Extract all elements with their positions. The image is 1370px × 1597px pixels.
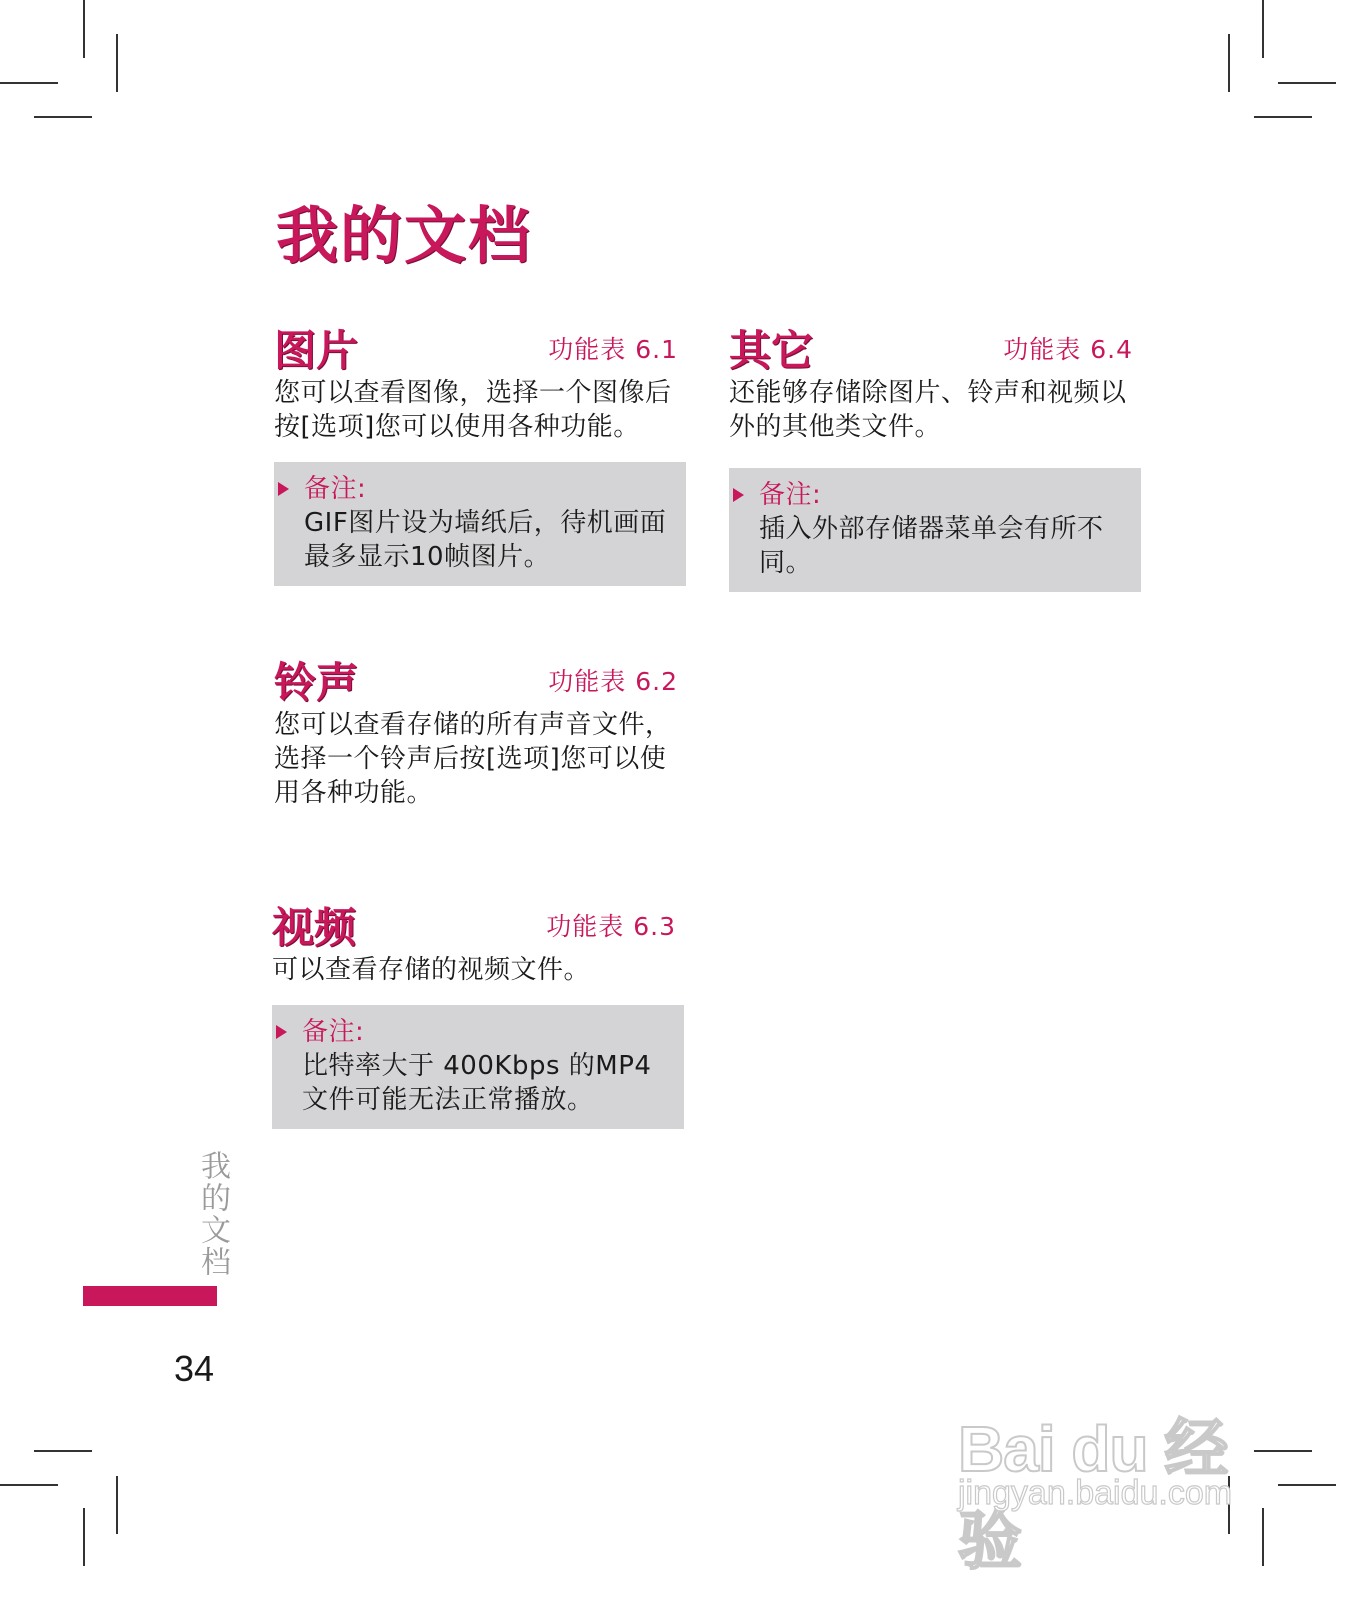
section-header [274, 318, 686, 375]
crop-mark [0, 82, 58, 84]
note-text: 比特率大于 400Kbps 的MP4文件可能无法正常播放。 [302, 1051, 652, 1115]
section-title: 视频 [272, 903, 357, 952]
section-pictures [274, 318, 686, 586]
menu-reference: 功能表 6.4 [1003, 335, 1133, 364]
note-label: 备注: [302, 1017, 365, 1047]
crop-mark [116, 1476, 118, 1534]
page-title: 我的文档 [276, 199, 533, 272]
note-label: 备注: [304, 474, 367, 504]
section-videos [272, 895, 684, 1129]
note-label: 备注: [759, 480, 822, 510]
section-body: 您可以查看图像，选择一个图像后按[选项]您可以使用各种功能。 [274, 378, 672, 442]
menu-reference: 功能表 6.2 [548, 667, 678, 696]
section-title: 图片 [274, 326, 359, 375]
note-arrow-icon [733, 488, 744, 502]
crop-mark [0, 1484, 58, 1486]
watermark-logo: Bai du 经验 [958, 1413, 1228, 1577]
note-arrow-icon [278, 482, 289, 496]
crop-mark [34, 1450, 92, 1452]
menu-reference: 功能表 6.3 [546, 912, 676, 941]
note-box [272, 1005, 684, 1129]
crop-mark [34, 116, 92, 118]
crop-mark [1278, 1484, 1336, 1486]
note-text: 插入外部存储器菜单会有所不同。 [759, 514, 1104, 578]
note-box [274, 462, 686, 586]
section-header [272, 895, 684, 952]
crop-mark [1228, 34, 1230, 92]
section-header [274, 650, 686, 707]
watermark [952, 1370, 1272, 1577]
page-number: 34 [174, 1348, 215, 1389]
side-chapter-label: 我的文档 [195, 1150, 230, 1278]
crop-mark [116, 34, 118, 92]
section-body: 可以查看存储的视频文件。 [272, 955, 591, 985]
section-body: 您可以查看存储的所有声音文件，选择一个铃声后按[选项]您可以使用各种功能。 [274, 710, 672, 808]
section-header [729, 318, 1141, 375]
section-title: 铃声 [274, 658, 359, 707]
crop-mark [1262, 0, 1264, 58]
watermark-url: jingyan.baidu.com [958, 1474, 1233, 1512]
section-others [729, 318, 1141, 592]
note-box [729, 468, 1141, 592]
side-accent-bar [83, 1286, 217, 1306]
section-title: 其它 [729, 326, 814, 375]
crop-mark [83, 0, 85, 58]
crop-mark [83, 1508, 85, 1566]
section-ringtones [274, 650, 686, 810]
crop-mark [1254, 116, 1312, 118]
note-arrow-icon [276, 1025, 287, 1039]
note-text: GIF图片设为墙纸后，待机画面最多显示10帧图片。 [304, 508, 667, 572]
crop-mark [1278, 82, 1336, 84]
menu-reference: 功能表 6.1 [548, 335, 678, 364]
section-body: 还能够存储除图片、铃声和视频以外的其他类文件。 [729, 378, 1127, 442]
